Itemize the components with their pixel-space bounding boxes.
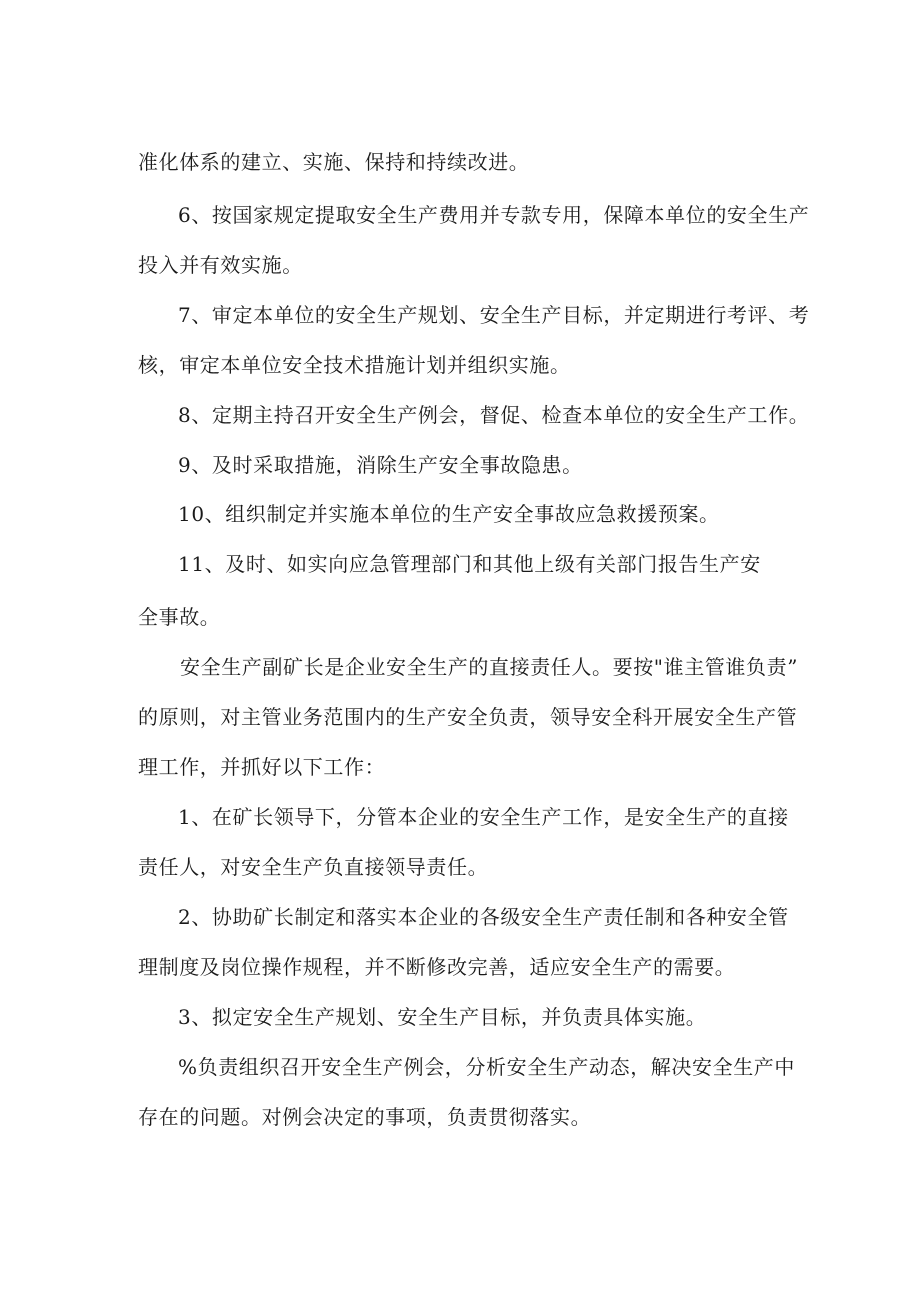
text-line: 核，审定本单位安全技术措施计划并组织实施。	[138, 353, 571, 377]
text-line: 1、在矿长领导下，分管本企业的安全生产工作，是安全生产的直接	[178, 805, 789, 829]
text-line: 责任人，对安全生产负直接领导责任。	[138, 855, 489, 879]
text-line: 8、定期主持召开安全生产例会，督促、检查本单位的安全生产工作。	[178, 403, 810, 427]
text-line: 准化体系的建立、实施、保持和持续改进。	[138, 150, 530, 174]
text-line: %负责组织召开安全生产例会，分析安全生产动态，解决安全生产中	[178, 1055, 796, 1079]
text-line: 安全生产副矿长是企业安全生产的直接责任人。要按"谁主管谁负责”	[180, 655, 799, 679]
text-line: 6、按国家规定提取安全生产费用并专款专用，保障本单位的安全生产	[178, 203, 810, 227]
text-line: 11、及时、如实向应急管理部门和其他上级有关部门报告生产安	[178, 552, 761, 576]
text-line: 3、拟定安全生产规划、安全生产目标，并负责具体实施。	[178, 1005, 707, 1029]
text-line: 全事故。	[138, 605, 221, 629]
text-line: 投入并有效实施。	[138, 253, 303, 277]
text-line: 10、组织制定并实施本单位的生产安全事故应急救援预案。	[178, 502, 720, 526]
text-line: 理制度及岗位操作规程，并不断修改完善，适应安全生产的需要。	[138, 955, 736, 979]
text-line: 的原则，对主管业务范围内的生产安全负责，领导安全科开展安全生产管	[138, 705, 798, 729]
text-line: 9、及时采取措施，消除生产安全事故隐患。	[178, 453, 583, 477]
text-line: 7、审定本单位的安全生产规划、安全生产目标，并定期进行考评、考	[178, 303, 810, 327]
text-line: 存在的问题。对例会决定的事项，负责贯彻落实。	[138, 1105, 592, 1129]
text-line: 理工作，并抓好以下工作：	[138, 755, 386, 779]
text-line: 2、协助矿长制定和落实本企业的各级安全生产责任制和各种安全管	[178, 905, 789, 929]
